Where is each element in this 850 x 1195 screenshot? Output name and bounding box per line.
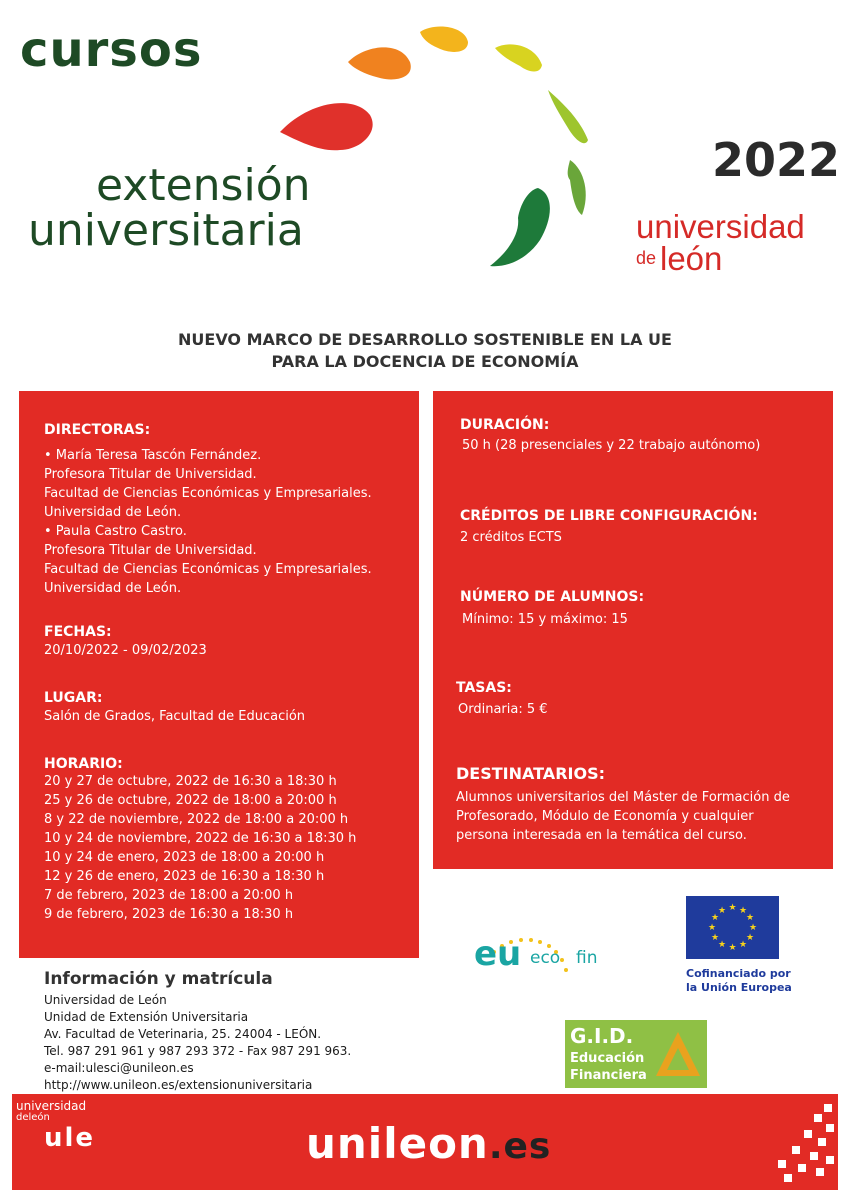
svg-text:★: ★ bbox=[717, 940, 727, 950]
horario-line: 20 y 27 de octubre, 2022 de 16:30 a 18:30 h bbox=[44, 774, 337, 789]
eu-caption-line1: Cofinanciado por bbox=[686, 967, 791, 980]
horario-line: 25 y 26 de octubre, 2022 de 18:00 a 20:00 h bbox=[44, 793, 337, 808]
course-details-panel-right bbox=[433, 391, 833, 869]
directoras-heading: DIRECTORAS: bbox=[44, 422, 151, 438]
euecofin-eco: eco bbox=[530, 948, 561, 968]
destinatarios-line: Alumnos universitarios del Máster de Formación de bbox=[456, 790, 790, 805]
tasas-heading: TASAS: bbox=[456, 680, 512, 696]
info-heading: Información y matrícula bbox=[44, 969, 273, 989]
svg-text:★: ★ bbox=[710, 933, 720, 943]
info-line: Av. Facultad de Veterinaria, 25. 24004 - LEÓN. bbox=[44, 1027, 322, 1041]
info-line: Tel. 987 291 961 y 987 293 372 - Fax 987 291 963. bbox=[44, 1044, 352, 1058]
horario-line: 8 y 22 de noviembre, 2022 de 18:00 a 20:00 h bbox=[44, 812, 349, 827]
website-link[interactable]: http://www.unileon.es/extensionuniversitaria bbox=[44, 1078, 313, 1092]
course-title-line2: PARA LA DOCENCIA DE ECONOMÍA bbox=[271, 352, 579, 371]
svg-text:★: ★ bbox=[748, 923, 758, 933]
directoras-line: • Paula Castro Castro. bbox=[44, 524, 187, 539]
directoras-line: Facultad de Ciencias Económicas y Empresariales. bbox=[44, 562, 372, 577]
euecofin-fin: fin bbox=[576, 948, 598, 968]
extension-title-line2: universitaria bbox=[28, 205, 304, 256]
info-line: Universidad de León bbox=[44, 993, 167, 1007]
footer-brand bbox=[306, 1119, 551, 1168]
eu-flag bbox=[686, 896, 779, 959]
svg-text:★: ★ bbox=[707, 923, 717, 933]
directoras-line: • María Teresa Tascón Fernández. bbox=[44, 448, 262, 463]
euecofin-eu: eu bbox=[474, 934, 522, 974]
svg-text:★: ★ bbox=[745, 933, 755, 943]
horario-line: 12 y 26 de enero, 2023 de 16:30 a 18:30 h bbox=[44, 869, 325, 884]
extension-title-line1: extensión bbox=[96, 160, 311, 211]
eu-stars-icon bbox=[686, 896, 779, 959]
university-logo-de: de bbox=[636, 248, 657, 268]
gid-title: G.I.D. bbox=[570, 1024, 634, 1048]
duracion-heading: DURACIÓN: bbox=[460, 417, 550, 433]
duracion-value: 50 h (28 presenciales y 22 trabajo autónomo) bbox=[462, 438, 761, 453]
footer-logo-line1: universidad bbox=[16, 1099, 87, 1113]
footer-pixel-pattern-icon bbox=[770, 1100, 836, 1186]
gid-logo bbox=[565, 1020, 707, 1088]
footer-logo-line2: deleón bbox=[16, 1112, 50, 1123]
svg-text:★: ★ bbox=[728, 903, 737, 913]
svg-text:★: ★ bbox=[728, 943, 737, 953]
university-logo-line1: universidad bbox=[636, 208, 805, 245]
fechas-value: 20/10/2022 - 09/02/2023 bbox=[44, 643, 207, 658]
directoras-line: Profesora Titular de Universidad. bbox=[44, 467, 257, 482]
alumnos-heading: NÚMERO DE ALUMNOS: bbox=[460, 589, 645, 605]
gid-triangle-icon bbox=[653, 1028, 703, 1080]
info-block bbox=[44, 992, 351, 1094]
horario-heading: HORARIO: bbox=[44, 756, 123, 772]
directoras-line: Facultad de Ciencias Económicas y Empresariales. bbox=[44, 486, 372, 501]
course-details-panel-left bbox=[19, 391, 419, 958]
email-link[interactable]: e-mail:ulesci@unileon.es bbox=[44, 1061, 194, 1075]
extension-logo-drops bbox=[270, 20, 610, 280]
horario-line: 7 de febrero, 2023 de 18:00 a 20:00 h bbox=[44, 888, 294, 903]
destinatarios-heading: DESTINATARIOS: bbox=[456, 764, 605, 783]
gid-line1: Educación bbox=[570, 1051, 645, 1066]
svg-text:★: ★ bbox=[738, 906, 748, 916]
tasas-value: Ordinaria: 5 € bbox=[458, 702, 548, 717]
directoras-line: Profesora Titular de Universidad. bbox=[44, 543, 257, 558]
directoras-line: Universidad de León. bbox=[44, 505, 182, 520]
gid-line2: Financiera bbox=[570, 1068, 647, 1083]
university-logo-leon: león bbox=[660, 240, 723, 277]
eu-caption-line2: la Unión Europea bbox=[686, 981, 792, 994]
horario-line: 9 de febrero, 2023 de 16:30 a 18:30 h bbox=[44, 907, 294, 922]
course-title-line1: NUEVO MARCO DE DESARROLLO SOSTENIBLE EN LA UE bbox=[178, 330, 672, 349]
horario-line: 10 y 24 de noviembre, 2022 de 16:30 a 18:30 h bbox=[44, 831, 357, 846]
svg-text:★: ★ bbox=[710, 913, 720, 923]
svg-text:★: ★ bbox=[717, 906, 727, 916]
year-label: 2022 bbox=[712, 133, 841, 187]
svg-text:★: ★ bbox=[738, 940, 748, 950]
creditos-value: 2 créditos ECTS bbox=[460, 530, 562, 545]
footer-logo-mark: ule bbox=[44, 1123, 96, 1153]
destinatarios-line: persona interesada en la temática del curso. bbox=[456, 828, 747, 843]
destinatarios-line: Profesorado, Módulo de Economía y cualquier bbox=[456, 809, 754, 824]
lugar-value: Salón de Grados, Facultad de Educación bbox=[44, 709, 306, 724]
cursos-title: cursos bbox=[20, 22, 203, 78]
svg-text:★: ★ bbox=[745, 913, 755, 923]
footer-brand-suffix: .es bbox=[488, 1126, 552, 1167]
alumnos-value: Mínimo: 15 y máximo: 15 bbox=[462, 612, 628, 627]
footer-university-logo bbox=[16, 1099, 116, 1153]
eu-caption bbox=[686, 967, 792, 995]
directoras-line: Universidad de León. bbox=[44, 581, 182, 596]
creditos-heading: CRÉDITOS DE LIBRE CONFIGURACIÓN: bbox=[460, 508, 758, 524]
euecofin-logo bbox=[474, 930, 614, 994]
fechas-heading: FECHAS: bbox=[44, 624, 112, 640]
horario-line: 10 y 24 de enero, 2023 de 18:00 a 20:00 h bbox=[44, 850, 325, 865]
info-line: Unidad de Extensión Universitaria bbox=[44, 1010, 249, 1024]
footer-brand-main: unileon bbox=[306, 1119, 489, 1168]
lugar-heading: LUGAR: bbox=[44, 690, 103, 706]
